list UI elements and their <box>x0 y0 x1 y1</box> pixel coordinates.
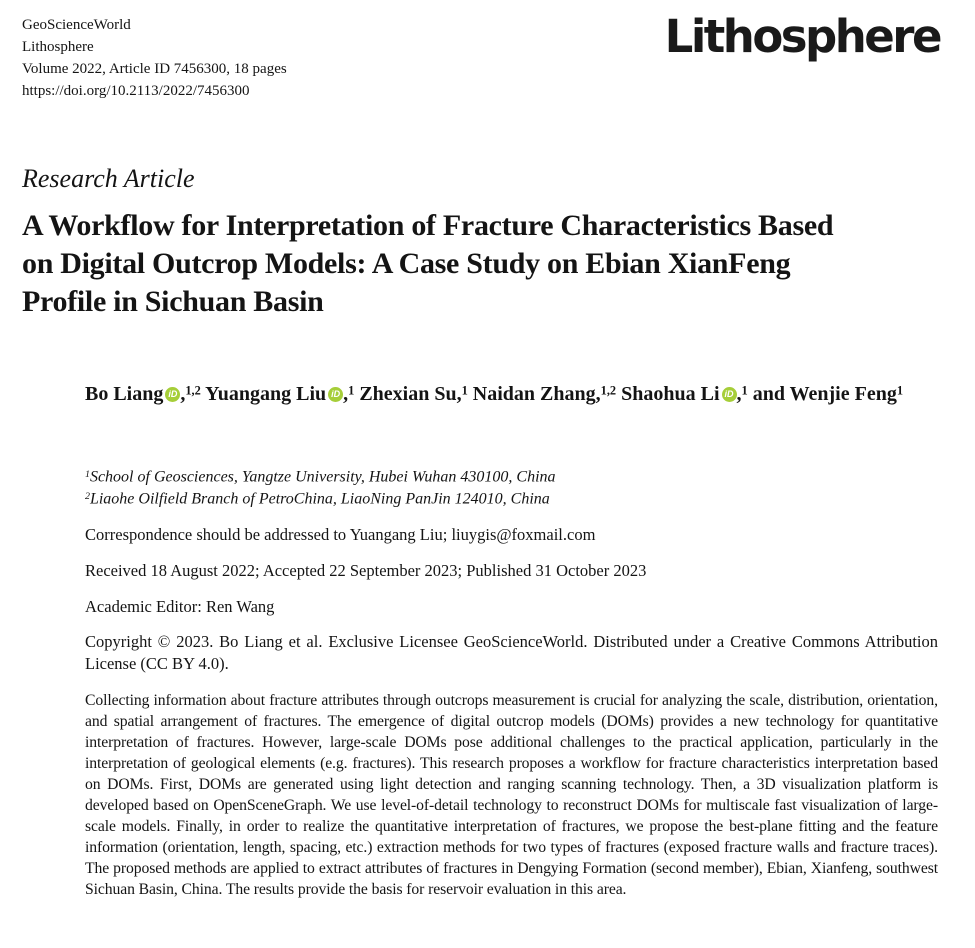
affiliation <box>85 465 938 487</box>
author-affiliation-ref: 1,2 <box>185 383 201 397</box>
article-title-line: on Digital Outcrop Models: A Case Study on Ebian XianFeng <box>22 247 791 280</box>
article-title <box>22 207 940 321</box>
correspondence-line <box>85 524 938 545</box>
correspondence-email-link[interactable]: liuygis@foxmail.com <box>451 525 596 545</box>
copyright-notice: Copyright © 2023. Bo Liang et al. Exclusive Licensee GeoScienceWorld. Distributed under a Creative Commons Attribution License (CC BY 4.0). <box>85 632 938 674</box>
author-affiliation-ref: 1,2 <box>600 383 617 397</box>
affiliation-text: School of Geosciences, Yangtze University, Hubei Wuhan 430100, China <box>89 468 556 486</box>
author-separator: , <box>180 382 186 405</box>
journal-logo: Lithosphere <box>664 10 940 63</box>
affiliation-list <box>85 465 938 510</box>
article-type-label: Research Article <box>22 164 195 193</box>
article-title-line: Profile in Sichuan Basin <box>22 285 324 318</box>
author-name: Yuangang Liu <box>205 382 327 405</box>
author <box>473 383 616 405</box>
page-header <box>22 10 940 102</box>
correspondence-text: Correspondence should be addressed to Yuangang Liu; <box>85 525 452 545</box>
author-affiliation-ref: 1 <box>896 383 904 397</box>
author-separator: , <box>456 382 462 405</box>
volume-article-id: Volume 2022, Article ID 7456300, 18 pages <box>22 61 287 77</box>
author-affiliation-ref: 1 <box>741 383 748 397</box>
author <box>753 383 903 405</box>
history-line: Received 18 August 2022; Accepted 22 September 2023; Published 31 October 2023 <box>85 561 647 581</box>
author-name: Shaohua Li <box>621 382 720 405</box>
author-separator: , <box>595 382 601 405</box>
author-name: Naidan Zhang <box>472 382 596 405</box>
author-affiliation-ref: 1 <box>348 383 355 397</box>
academic-editor-line: Academic Editor: Ren Wang <box>85 597 275 617</box>
author-name: Bo Liang <box>85 382 164 405</box>
author-name: Zhexian Su <box>359 382 457 405</box>
author <box>205 383 354 405</box>
author-separator: , <box>343 382 349 405</box>
abstract-text: Collecting information about fracture attributes through outcrops measurement is crucial for analyzing the scale, distribution, orientation, and spatial arrangement of fractures. The emergence of digital outcrop models (DOMs) provides a new technology for quantitative interpretation of fractures. However, large-scale DOMs pose additional challenges to the practical application, particularly in the interpretation of geological elements (e.g. fractures). This research proposes a workflow for fracture characteristics interpretation based on DOMs. First, DOMs are generated using light detection and ranging scanning technology. Then, a 3D visualization platform is developed based on OpenSceneGraph. We use level-of-detail technology to reconstruct DOMs for multiscale fast visualization of large-scale models. Finally, in order to realize the quantitative interpretation of fractures, we propose the best-plane fitting and the feature information (orientation, length, spacing, etc.) extraction methods for two types of fractures (exposed fracture walls and fracture traces). The proposed methods are applied to extract attributes of fractures in Dengying Formation (second member), Ebian, Xianfeng, southwest Sichuan Basin, China. The results provide the basis for reservoir evaluation in this area. <box>85 692 938 899</box>
publication-meta <box>22 14 287 102</box>
author-affiliation-ref: 1 <box>461 383 468 397</box>
author-prefix: and <box>752 382 790 405</box>
article-title-line: A Workflow for Interpretation of Fracture Characteristics Based <box>22 209 834 242</box>
author <box>621 383 748 405</box>
author-list <box>85 375 938 409</box>
author <box>359 383 467 405</box>
affiliation-ref: 2 <box>85 491 90 503</box>
affiliation-ref: 1 <box>85 468 90 480</box>
affiliation-text: Liaohe Oilfield Branch of PetroChina, LiaoNing PanJin 124010, China <box>89 490 550 508</box>
journal-name: Lithosphere <box>22 39 94 55</box>
doi-link[interactable]: https://doi.org/10.2113/2022/7456300 <box>22 83 250 99</box>
publisher-name: GeoScienceWorld <box>22 17 131 33</box>
author-separator: , <box>736 382 742 405</box>
affiliation <box>85 487 938 509</box>
author-name: Wenjie Feng <box>789 382 897 405</box>
orcid-icon[interactable]: iD <box>165 387 180 402</box>
orcid-icon[interactable]: iD <box>722 387 737 402</box>
author <box>85 383 201 405</box>
orcid-icon[interactable]: iD <box>328 387 343 402</box>
